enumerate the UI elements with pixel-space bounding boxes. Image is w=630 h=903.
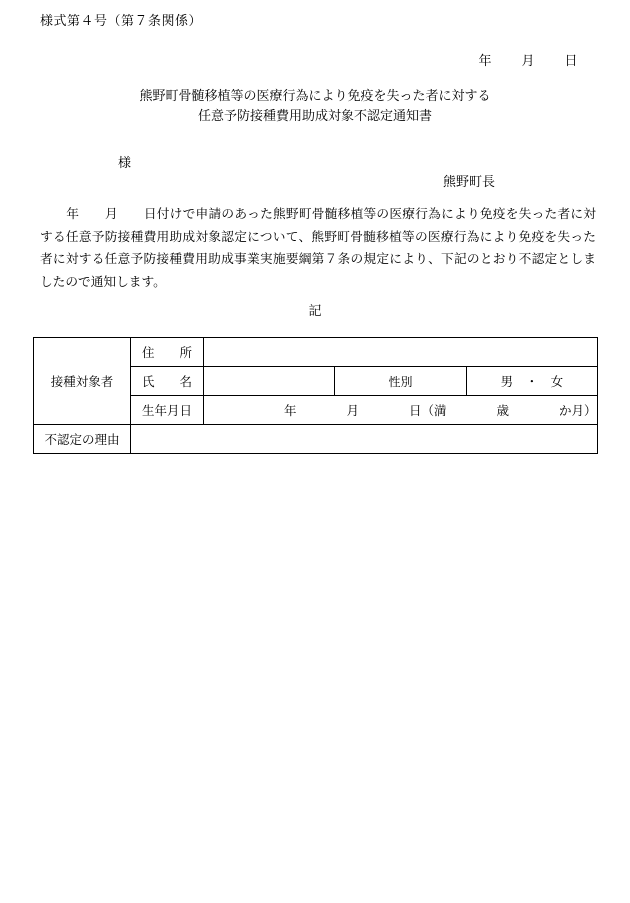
address-label: 住 所 [131,338,204,367]
birthdate-label: 生年月日 [131,396,204,425]
recipient-table [33,337,598,454]
table-row [34,425,598,454]
target-person-label: 接種対象者 [34,338,131,425]
table-row [34,338,598,367]
birthdate-value[interactable] [204,396,598,425]
address-value[interactable] [204,338,598,367]
issue-date-line [478,50,578,69]
addressee-suffix: 様 [118,155,132,170]
sex-value[interactable]: 男 ・ 女 [466,367,597,396]
body-paragraph-text: 年 月 日付けで申請のあった熊野町骨髄移植等の医療行為により免疫を失った者に対する任意予防接種費用助成対象認定について、熊野町骨髄移植等の医療行為により免疫を失った者に対する任意予防接種費用助成事業実施要綱第７条の規定により、下記のとおり不認定としましたので通知します。 [40,207,596,289]
title-line-2: 任意予防接種費用助成対象不認定通知書 [197,108,432,124]
issue-date-day: 日 [564,53,578,68]
birthdate-value-text: 年 月 日（満 歳 か月） [284,404,597,418]
sex-label: 性別 [335,367,466,396]
form-number: 様式第４号（第７条関係） [40,13,203,28]
name-value[interactable] [204,367,335,396]
name-label: 氏 名 [131,367,204,396]
issue-date-year: 年 [478,53,492,68]
reason-value[interactable] [131,425,598,454]
title-line-1: 熊野町骨髄移植等の医療行為により免疫を失った者に対する [139,88,491,103]
document-title [0,86,630,126]
issue-date-month: 月 [521,53,535,68]
ki-heading: 記 [308,303,322,318]
issuer-name: 熊野町長 [443,174,496,189]
reason-label: 不認定の理由 [34,425,131,454]
body-paragraph [40,203,596,293]
